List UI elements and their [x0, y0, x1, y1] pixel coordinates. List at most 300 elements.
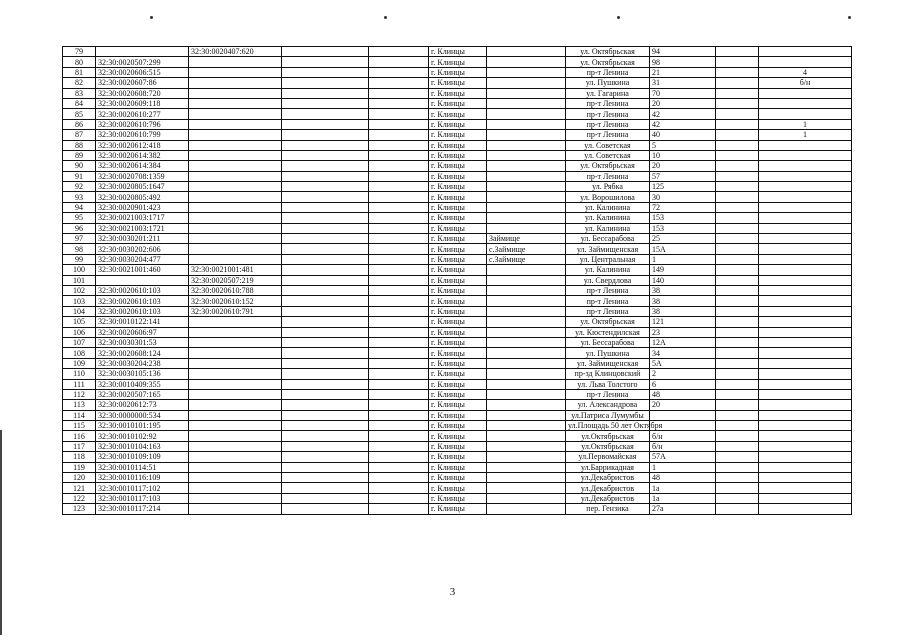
table-cell: ул.Октябрьская [566, 441, 650, 451]
table-row [63, 47, 852, 57]
table-cell [282, 213, 369, 223]
table-cell [189, 202, 282, 212]
table-cell: г. Клинцы [429, 462, 487, 472]
table-cell [369, 192, 429, 202]
table-cell [189, 67, 282, 77]
table-cell [282, 369, 369, 379]
table-cell [487, 171, 566, 181]
table-row [63, 431, 852, 441]
table-cell [716, 452, 759, 462]
table-cell: 32:30:0010102:92 [96, 431, 189, 441]
table-cell: 1 [759, 130, 852, 140]
scan-edge-line [0, 430, 2, 635]
table-cell [716, 473, 759, 483]
table-cell: 106 [63, 327, 96, 337]
table-cell: 38 [650, 306, 716, 316]
table-cell: г. Клинцы [429, 254, 487, 264]
table-row [63, 379, 852, 389]
table-cell: 32:30:0010101:195 [96, 421, 189, 431]
table-cell: г. Клинцы [429, 431, 487, 441]
table-cell: ул.Площадь 50 лет Октября [566, 421, 650, 431]
table-cell: г. Клинцы [429, 358, 487, 368]
table-cell [759, 254, 852, 264]
table-cell [487, 140, 566, 150]
table-cell [369, 254, 429, 264]
table-cell [189, 441, 282, 451]
table-cell: пр-т Ленина [566, 130, 650, 140]
table-cell: г. Клинцы [429, 493, 487, 503]
table-cell [189, 109, 282, 119]
table-cell: ул. Октябрьская [566, 57, 650, 67]
table-cell [716, 192, 759, 202]
table-row [63, 441, 852, 451]
table-cell: 5А [650, 358, 716, 368]
table-cell [189, 78, 282, 88]
table-cell: г. Клинцы [429, 98, 487, 108]
table-cell: 32:30:0030105:136 [96, 369, 189, 379]
table-cell [759, 317, 852, 327]
table-cell: ул. Советская [566, 140, 650, 150]
table-cell: 113 [63, 400, 96, 410]
table-cell [487, 161, 566, 171]
table-cell: 102 [63, 285, 96, 295]
table-cell: г. Клинцы [429, 483, 487, 493]
table-cell: пр-т Ленина [566, 306, 650, 316]
table-cell [369, 150, 429, 160]
table-cell: б/н [650, 431, 716, 441]
table-row [63, 213, 852, 223]
table-cell: 25 [650, 234, 716, 244]
table-cell [369, 140, 429, 150]
table-cell [369, 202, 429, 212]
table-cell [759, 441, 852, 451]
table-cell: г. Клинцы [429, 306, 487, 316]
table-cell: пр-т Ленина [566, 389, 650, 399]
table-cell: 90 [63, 161, 96, 171]
table-cell: ул. Октябрьская [566, 47, 650, 57]
table-cell: пр-т Ленина [566, 98, 650, 108]
table-cell: 111 [63, 379, 96, 389]
table-cell [759, 47, 852, 57]
table-row [63, 192, 852, 202]
table-row [63, 337, 852, 347]
table-cell: 32:30:0020610:152 [189, 296, 282, 306]
table-cell: 32:30:0020610:796 [96, 119, 189, 129]
table-cell: 115 [63, 421, 96, 431]
table-cell [189, 369, 282, 379]
table-cell: Займище [487, 234, 566, 244]
table-cell [716, 78, 759, 88]
table-row [63, 483, 852, 493]
table-cell [369, 389, 429, 399]
table-cell [716, 254, 759, 264]
table-cell [716, 67, 759, 77]
table-cell: 34 [650, 348, 716, 358]
table-cell [716, 130, 759, 140]
table-cell [282, 337, 369, 347]
table-cell [282, 421, 369, 431]
table-cell [716, 234, 759, 244]
table-cell [759, 192, 852, 202]
table-cell: 42 [650, 119, 716, 129]
table-cell [716, 317, 759, 327]
table-cell: 32:30:0020805:1647 [96, 182, 189, 192]
table-cell: ул. Займищенская [566, 244, 650, 254]
table-cell [282, 98, 369, 108]
table-cell: 27а [650, 504, 716, 514]
table-cell [759, 452, 852, 462]
table-cell [759, 493, 852, 503]
table-cell: ул. Александрова [566, 400, 650, 410]
table-cell [369, 213, 429, 223]
table-cell [189, 462, 282, 472]
table-cell [487, 493, 566, 503]
table-cell [189, 379, 282, 389]
table-cell [189, 348, 282, 358]
table-cell [369, 327, 429, 337]
table-cell: пр-т Ленина [566, 119, 650, 129]
table-cell: 93 [63, 192, 96, 202]
scan-mark-4 [848, 16, 851, 19]
table-row [63, 275, 852, 285]
table-cell [716, 369, 759, 379]
table-cell: ул. Пушкина [566, 78, 650, 88]
table-cell: 83 [63, 88, 96, 98]
table-cell [716, 213, 759, 223]
table-cell [487, 202, 566, 212]
table-row [63, 473, 852, 483]
table-cell: ул. Бессарабова [566, 234, 650, 244]
table-cell [189, 182, 282, 192]
table-cell: г. Клинцы [429, 150, 487, 160]
table-cell [282, 192, 369, 202]
table-row [63, 265, 852, 275]
table-cell: 32:30:0020609:118 [96, 98, 189, 108]
table-cell [716, 47, 759, 57]
table-cell: 31 [650, 78, 716, 88]
table-cell: 96 [63, 223, 96, 233]
table-cell [487, 431, 566, 441]
table-cell [282, 317, 369, 327]
table-cell [282, 327, 369, 337]
table-cell: 104 [63, 306, 96, 316]
table-cell [716, 182, 759, 192]
table-cell: г. Клинцы [429, 234, 487, 244]
table-cell: г. Клинцы [429, 244, 487, 254]
table-cell: 32:30:0020606:97 [96, 327, 189, 337]
table-row [63, 462, 852, 472]
table-cell: 121 [63, 483, 96, 493]
table-cell: 1 [650, 462, 716, 472]
table-cell: г. Клинцы [429, 130, 487, 140]
table-cell [369, 67, 429, 77]
table-cell: г. Клинцы [429, 67, 487, 77]
table-cell: ул.Баррикадная [566, 462, 650, 472]
table-row [63, 348, 852, 358]
scan-mark-3 [617, 16, 620, 19]
table-cell: 87 [63, 130, 96, 140]
table-cell [189, 234, 282, 244]
table-cell [369, 379, 429, 389]
table-cell [189, 410, 282, 420]
table-cell [282, 150, 369, 160]
table-cell: 122 [63, 493, 96, 503]
table-cell [487, 88, 566, 98]
table-row [63, 358, 852, 368]
table-cell: 98 [650, 57, 716, 67]
table-cell [716, 306, 759, 316]
table-cell: 32:30:0020610:791 [189, 306, 282, 316]
scan-mark-2 [384, 16, 387, 19]
table-cell [282, 161, 369, 171]
table-cell [189, 192, 282, 202]
table-row [63, 98, 852, 108]
table-cell [759, 109, 852, 119]
table-cell: 32:30:0030204:477 [96, 254, 189, 264]
table-cell [189, 504, 282, 514]
table-cell: 1 [650, 254, 716, 264]
table-cell: 125 [650, 182, 716, 192]
table-cell: 32:30:0020608:124 [96, 348, 189, 358]
table-cell [189, 358, 282, 368]
table-cell [369, 88, 429, 98]
table-cell: г. Клинцы [429, 171, 487, 181]
table-cell [716, 358, 759, 368]
table-cell [759, 389, 852, 399]
table-cell [716, 285, 759, 295]
table-cell: 32:30:0020610:277 [96, 109, 189, 119]
table-cell: ул.Первомайская [566, 452, 650, 462]
table-cell: 20 [650, 161, 716, 171]
table-cell: г. Клинцы [429, 441, 487, 451]
table-cell: с.Займище [487, 244, 566, 254]
table-cell: 2 [650, 369, 716, 379]
table-cell: пр-т Ленина [566, 109, 650, 119]
table-cell [369, 244, 429, 254]
table-cell: ул. Ворошилова [566, 192, 650, 202]
table-cell [759, 296, 852, 306]
table-cell: ул. Льва Толстого [566, 379, 650, 389]
table-cell: 20 [650, 98, 716, 108]
table-cell: 32:30:0000000:534 [96, 410, 189, 420]
table-cell: ул. Калинина [566, 265, 650, 275]
table-cell: 32:30:0030201:211 [96, 234, 189, 244]
table-cell: 32:30:0020507:165 [96, 389, 189, 399]
table-cell: ул.Декабристов [566, 473, 650, 483]
table-cell [189, 150, 282, 160]
table-cell: ул. Калинина [566, 202, 650, 212]
table-cell [716, 265, 759, 275]
table-cell [282, 379, 369, 389]
table-cell [759, 265, 852, 275]
table-cell [487, 348, 566, 358]
table-cell [189, 421, 282, 431]
table-cell: 109 [63, 358, 96, 368]
table-cell: ул. Займищенская [566, 358, 650, 368]
table-row [63, 400, 852, 410]
table-cell [282, 171, 369, 181]
table-cell [716, 161, 759, 171]
table-cell: 32:30:0020614:384 [96, 161, 189, 171]
table-cell: 92 [63, 182, 96, 192]
table-cell: 32:30:0010114:51 [96, 462, 189, 472]
table-cell [759, 213, 852, 223]
table-cell [369, 473, 429, 483]
table-cell [282, 483, 369, 493]
table-cell [369, 317, 429, 327]
table-cell: ул.Декабристов [566, 483, 650, 493]
table-cell [716, 150, 759, 160]
table-cell: 110 [63, 369, 96, 379]
table-cell [369, 47, 429, 57]
table-row [63, 78, 852, 88]
table-cell: 21 [650, 67, 716, 77]
registry-table [62, 46, 852, 515]
table-cell: 32:30:0010104:163 [96, 441, 189, 451]
table-cell [282, 47, 369, 57]
table-row [63, 296, 852, 306]
table-cell [759, 337, 852, 347]
table-cell [716, 410, 759, 420]
table-cell [189, 400, 282, 410]
table-row [63, 493, 852, 503]
table-cell [487, 379, 566, 389]
table-cell: 38 [650, 285, 716, 295]
table-cell [282, 234, 369, 244]
table-cell [759, 171, 852, 181]
table-cell: 42 [650, 109, 716, 119]
table-cell: 32:30:0021003:1721 [96, 223, 189, 233]
table-cell [369, 296, 429, 306]
table-cell [759, 348, 852, 358]
table-cell: 4 [759, 67, 852, 77]
table-cell: 48 [650, 389, 716, 399]
table-cell [487, 98, 566, 108]
table-cell: 32:30:0021001:460 [96, 265, 189, 275]
scan-mark-1 [150, 16, 153, 19]
table-cell [369, 119, 429, 129]
table-cell: г. Клинцы [429, 410, 487, 420]
table-cell [487, 78, 566, 88]
table-cell [759, 358, 852, 368]
table-cell [716, 88, 759, 98]
table-cell [487, 285, 566, 295]
table-cell: ул. Советская [566, 150, 650, 160]
table-cell: 80 [63, 57, 96, 67]
table-cell [716, 202, 759, 212]
table-cell [759, 182, 852, 192]
table-cell [369, 410, 429, 420]
table-cell [282, 119, 369, 129]
table-cell [716, 462, 759, 472]
table-cell [189, 130, 282, 140]
table-cell [716, 379, 759, 389]
table-cell: г. Клинцы [429, 192, 487, 202]
table-cell: 32:30:0020507:219 [189, 275, 282, 285]
table-cell [716, 504, 759, 514]
table-cell: 57 [650, 171, 716, 181]
table-cell [759, 98, 852, 108]
table-cell: г. Клинцы [429, 296, 487, 306]
table-cell [487, 213, 566, 223]
table-cell: 32:30:0030202:606 [96, 244, 189, 254]
table-cell [759, 244, 852, 254]
table-cell: 23 [650, 327, 716, 337]
table-cell: г. Клинцы [429, 369, 487, 379]
table-cell [369, 98, 429, 108]
table-cell [282, 67, 369, 77]
table-cell [189, 98, 282, 108]
table-cell [716, 296, 759, 306]
table-cell [369, 452, 429, 462]
table-cell [189, 389, 282, 399]
table-cell [716, 109, 759, 119]
table-cell [759, 483, 852, 493]
table-cell: 140 [650, 275, 716, 285]
table-cell: 117 [63, 441, 96, 451]
table-cell [487, 483, 566, 493]
table-cell [282, 275, 369, 285]
table-cell [759, 327, 852, 337]
table-cell: г. Клинцы [429, 285, 487, 295]
table-cell: 32:30:0020407:620 [189, 47, 282, 57]
table-cell [369, 400, 429, 410]
table-row [63, 140, 852, 150]
table-cell [369, 358, 429, 368]
table-cell [759, 379, 852, 389]
page-number: 3 [449, 586, 456, 598]
table-cell: 32:30:0020610:103 [96, 306, 189, 316]
table-cell [759, 88, 852, 98]
table-cell [369, 234, 429, 244]
table-cell [189, 244, 282, 254]
table-row [63, 244, 852, 254]
table-cell [487, 410, 566, 420]
table-cell: 91 [63, 171, 96, 181]
table-row [63, 254, 852, 264]
table-cell [487, 327, 566, 337]
table-cell: 118 [63, 452, 96, 462]
table-cell [716, 57, 759, 67]
table-row [63, 57, 852, 67]
table-cell: 116 [63, 431, 96, 441]
table-cell: 103 [63, 296, 96, 306]
table-cell: г. Клинцы [429, 327, 487, 337]
table-cell: пер. Гензика [566, 504, 650, 514]
table-cell: ул. Октябрьская [566, 317, 650, 327]
table-cell: 32:30:0020612:73 [96, 400, 189, 410]
table-cell: 72 [650, 202, 716, 212]
table-cell [487, 306, 566, 316]
table-cell: ул. Бессарабова [566, 337, 650, 347]
table-cell: ул.Октябрьская [566, 431, 650, 441]
table-cell [369, 369, 429, 379]
table-cell [487, 504, 566, 514]
table-cell: 10 [650, 150, 716, 160]
table-cell: г. Клинцы [429, 88, 487, 98]
table-row [63, 285, 852, 295]
table-cell [282, 78, 369, 88]
table-cell [96, 275, 189, 285]
table-cell [189, 493, 282, 503]
table-cell: г. Клинцы [429, 109, 487, 119]
table-cell [369, 483, 429, 493]
table-cell: с.Займище [487, 254, 566, 264]
table-cell [189, 337, 282, 347]
table-cell [189, 119, 282, 129]
table-cell [716, 493, 759, 503]
table-cell [716, 171, 759, 181]
